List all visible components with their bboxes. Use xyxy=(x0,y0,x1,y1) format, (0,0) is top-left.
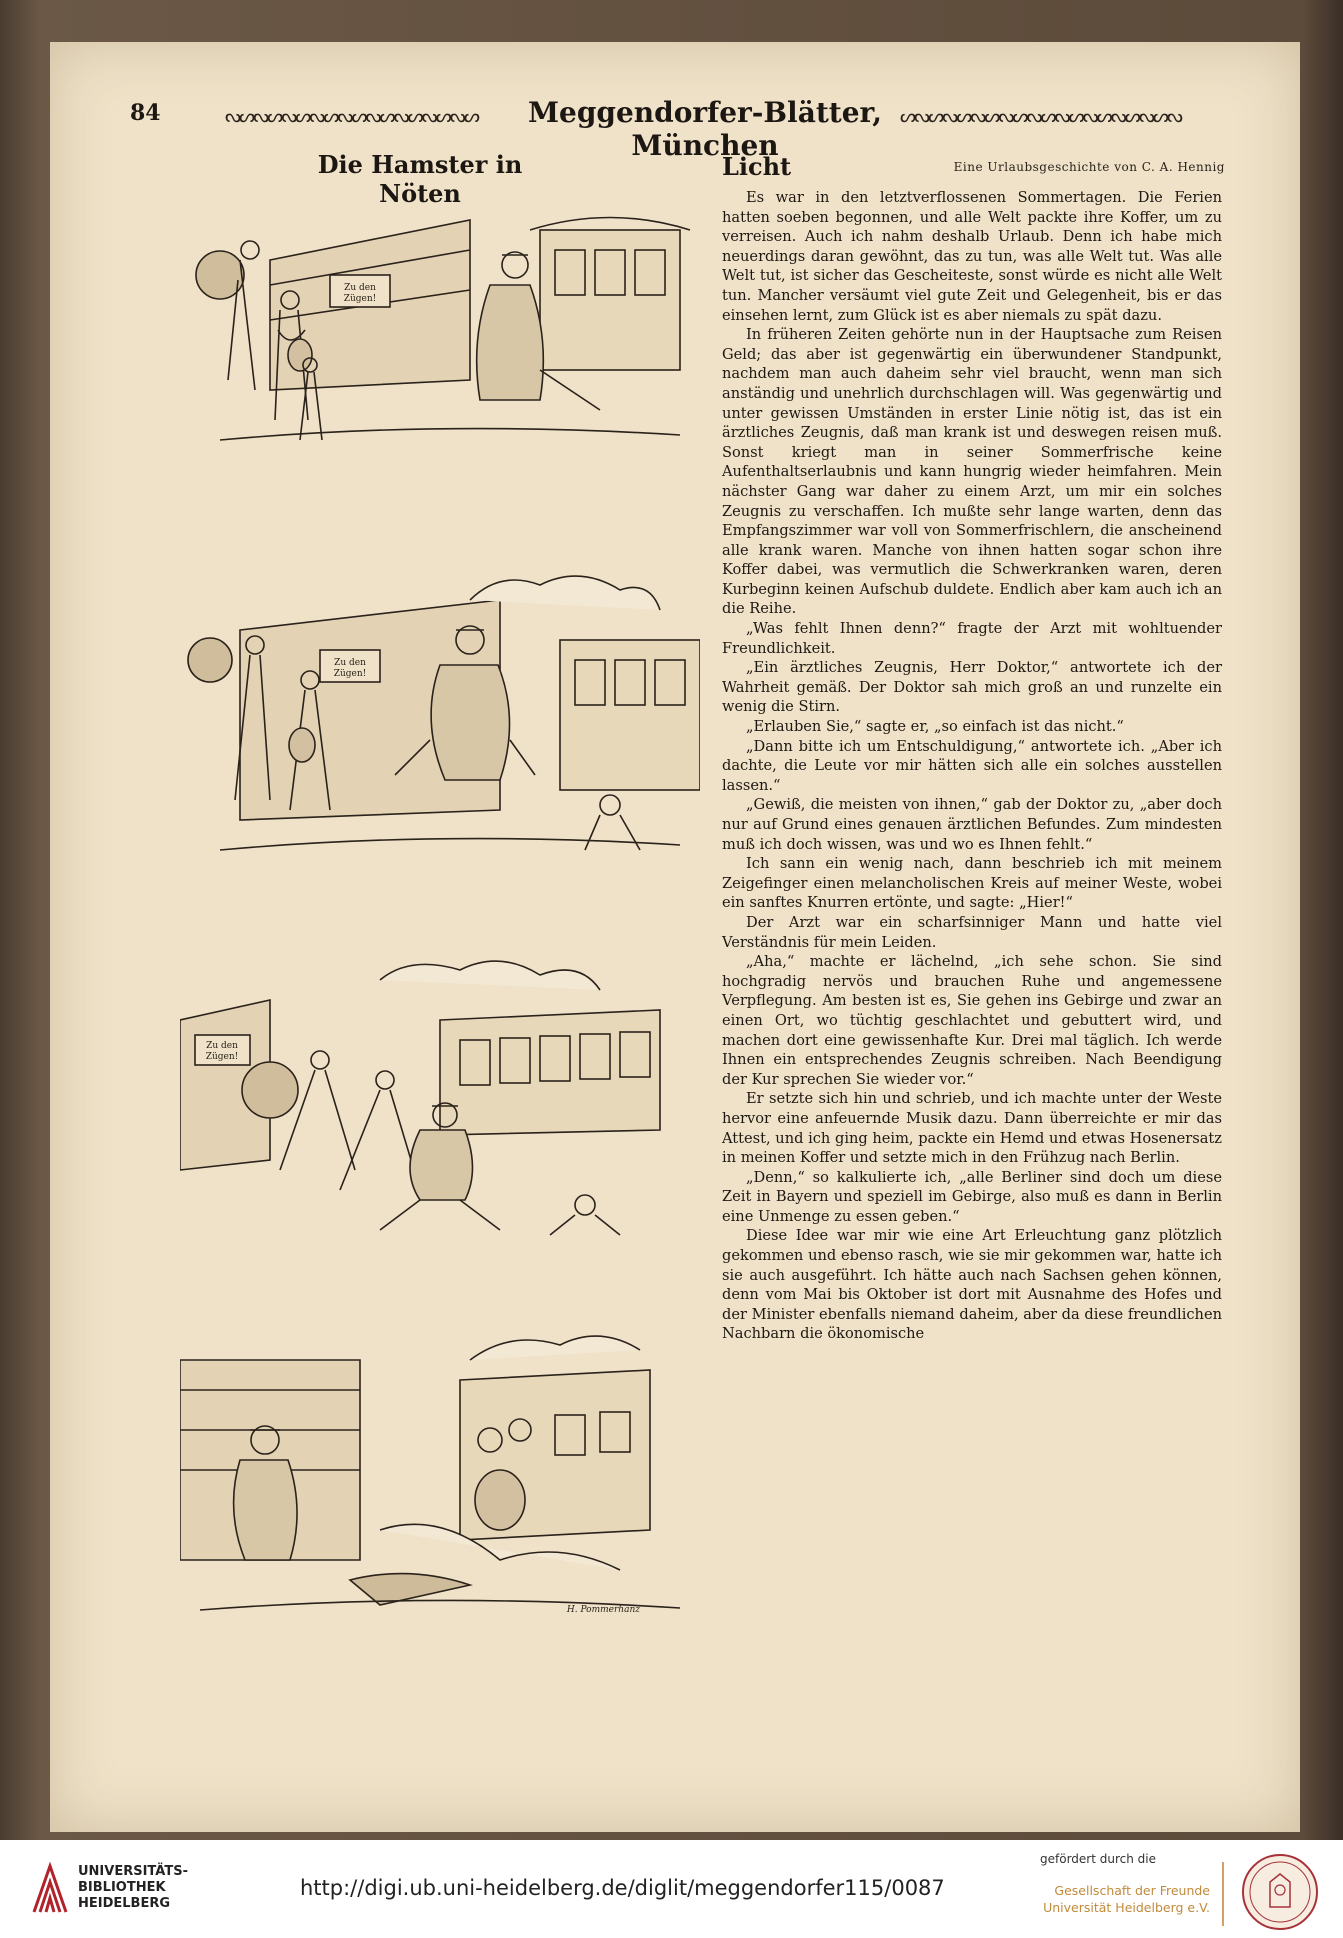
story-paragraph: „Denn,“ so kalkulierte ich, „alle Berliner sind doch um diese Zeit in Bayern und speziell im Gebirge, also muß es dann in Berlin eine Unmenge zu essen geben.“ xyxy=(722,1168,1222,1225)
footer-divider xyxy=(1222,1862,1224,1926)
panel-3-sign-line2: Zügen! xyxy=(205,1052,239,1062)
story-title: Licht xyxy=(722,152,792,181)
comic-title: Die Hamster in Nöten xyxy=(317,150,523,208)
panel-2-sign-line2: Zügen! xyxy=(333,669,367,679)
panel-1-sign-line2: Zügen! xyxy=(343,294,377,304)
comic-panel-2 xyxy=(180,560,700,860)
comic-panel-1-drawing xyxy=(180,190,700,450)
university-library-name[interactable] xyxy=(78,1864,188,1912)
permalink-url[interactable]: http://digi.ub.uni-heidelberg.de/diglit/meggendorfer115/0087 xyxy=(300,1876,945,1900)
panel-4-signature: H. Pommerhanz xyxy=(566,1605,640,1615)
society-name-line1: Gesellschaft der Freunde xyxy=(1054,1883,1210,1898)
society-name-line2: Universität Heidelberg e.V. xyxy=(1043,1900,1210,1915)
panel-1-sign-line1: Zu den xyxy=(344,283,376,293)
society-name[interactable] xyxy=(1010,1882,1210,1916)
comic-panel-3-drawing xyxy=(180,950,700,1240)
library-name-line3: HEIDELBERG xyxy=(78,1896,171,1911)
viewer-footer xyxy=(0,1840,1343,1938)
story-text xyxy=(722,188,1222,1344)
comic-panel-1 xyxy=(180,190,700,450)
header-flourish-right: ᔕᔓᔕᔓᔕᔓᔕᔓᔕᔓᔕᔓᔕᔓᔕᔓᔕᔓᔕᔓ xyxy=(900,106,1181,124)
story-paragraph: „Erlauben Sie,“ sagte er, „so einfach ist das nicht.“ xyxy=(746,718,1124,736)
story-paragraph: Er setzte sich hin und schrieb, und ich machte unter der Weste hervor eine anfeuernde Musik dazu. Dann überreichte er mir das Attest, und ich ging heim, packte ein Hemd und etwas Hosenersatz in meinen Koffer und setzte mich in den Frühzug nach Berlin. xyxy=(722,1090,1222,1167)
comic-panel-2-drawing xyxy=(180,560,700,860)
story-paragraph: „Aha,“ machte er lächelnd, „ich sehe schon. Sie sind hochgradig nervös und brauchen Ruhe und angemessene Verpflegung. Am besten ist es, Sie gehen ins Gebirge und zwar an einen Ort, wo tüchtig geschlachtet und gebuttert wird, und machen dort eine gewissenhafte Kur. Drei mal täglich. Ich werde Ihnen ein entsprechendes Zeugnis schreiben. Nach Beendigung der Kur sprechen Sie wieder vor.“ xyxy=(722,953,1222,1088)
comic-panel-4-drawing xyxy=(180,1330,700,1620)
panel-3-sign-line1: Zu den xyxy=(206,1041,238,1051)
page-number: 84 xyxy=(130,100,161,126)
library-name-line2: BIBLIOTHEK xyxy=(78,1880,166,1895)
comic-panel-4 xyxy=(180,1330,700,1620)
header-flourish-left: ᔓᔕᔓᔕᔓᔕᔓᔕᔓᔕᔓᔕᔓᔕᔓᔕᔓᔕ xyxy=(225,106,478,124)
university-library-logo-icon[interactable] xyxy=(30,1862,70,1916)
library-name-line1: UNIVERSITÄTS- xyxy=(78,1864,188,1879)
story-paragraph: Es war in den letztverflossenen Sommertagen. Die Ferien hatten soeben begonnen, und alle Welt packte ihre Koffer, um zu verreisen. Auch ich nahm deshalb Urlaub. Denn ich habe mich neuerdings daran gewöhnt, das zu tun, was alle Welt tut. Was alle Welt tut, ist sicher das Gescheiteste, sonst würde es nicht alle Welt tun. Mancher versäumt viel gute Zeit und Gelegenheit, bis er das einsehen lernt, zum Glück ist es aber niemals zu spät dazu. xyxy=(722,189,1222,324)
university-seal-icon xyxy=(1240,1852,1320,1932)
story-paragraph: „Was fehlt Ihnen denn?“ fragte der Arzt mit wohltuender Freundlichkeit. xyxy=(722,620,1222,657)
story-paragraph: „Ein ärztliches Zeugnis, Herr Doktor,“ antwortete ich der Wahrheit gemäß. Der Doktor sah mich groß an und runzelte ein wenig die Stirn. xyxy=(722,659,1222,716)
masthead: Meggendorfer-Blätter, München xyxy=(528,96,882,162)
panel-2-sign-line1: Zu den xyxy=(334,658,366,668)
comic-panel-3 xyxy=(180,950,700,1240)
story-paragraph: Der Arzt war ein scharfsinniger Mann und hatte viel Verständnis für mein Leiden. xyxy=(722,913,1222,951)
funded-by-label: gefördert durch die xyxy=(1040,1852,1156,1866)
story-paragraph: „Dann bitte ich um Entschuldigung,“ antwortete ich. „Aber ich dachte, die Leute vor mir hätten sich alle ein solches ausstellen lassen.“ xyxy=(722,737,1222,794)
story-paragraph: Ich sann ein wenig nach, dann beschrieb ich mit meinem Zeigefinger einen melancholischen Kreis auf meiner Weste, wobei ein sanftes Knurren ertönte, und sagte: „Hier!“ xyxy=(722,855,1222,912)
story-byline: Eine Urlaubsgeschichte von C. A. Hennig xyxy=(953,160,1225,174)
story-paragraph: „Gewiß, die meisten von ihnen,“ gab der Doktor zu, „aber doch nur auf Grund eines genauen ärztlichen Befundes. Zum mindesten muß ich doch wissen, was und wo es Ihnen fehlt.“ xyxy=(722,796,1222,853)
story-paragraph: In früheren Zeiten gehörte nun in der Hauptsache zum Reisen Geld; das aber ist gegenwärtig ein überwundener Standpunkt, nachdem man auch daheim sehr viel braucht, wenn man sich anständig und unehrlich durchschlagen will. Was gegenwärtig und unter gewissen Umständen in erster Linie nötig ist, das ist ein ärztliches Zeugnis, daß man krank ist und deswegen reisen muß. Sonst kriegt man in seiner Sommerfrische keine Aufenthaltserlaubnis und kann hungrig wieder heimfahren. Mein nächster Gang war daher zu einem Arzt, um mir ein solches Zeugnis zu verschaffen. Ich mußte sehr lange warten, denn das Empfangszimmer war voll von Sommerfrischlern, die anscheinend alle krank waren. Manche von ihnen hatten sogar schon ihre Koffer dabei, was vermutlich die Schwerkranken waren, deren Kurbeginn keinen Aufschub duldete. Endlich aber kam auch ich an die Reihe. xyxy=(722,326,1222,618)
story-paragraph: Diese Idee war mir wie eine Art Erleuchtung ganz plötzlich gekommen und ebenso rasch, wie sie mir gekommen war, hatte ich sie auch ausgeführt. Ich hätte auch nach Sachsen gehen können, denn vom Mai bis Oktober ist dort mit Ausnahme des Hofes und der Minister ebenfalls niemand daheim, aber da diese freundlichen Nachbarn die ökonomische xyxy=(722,1227,1222,1343)
